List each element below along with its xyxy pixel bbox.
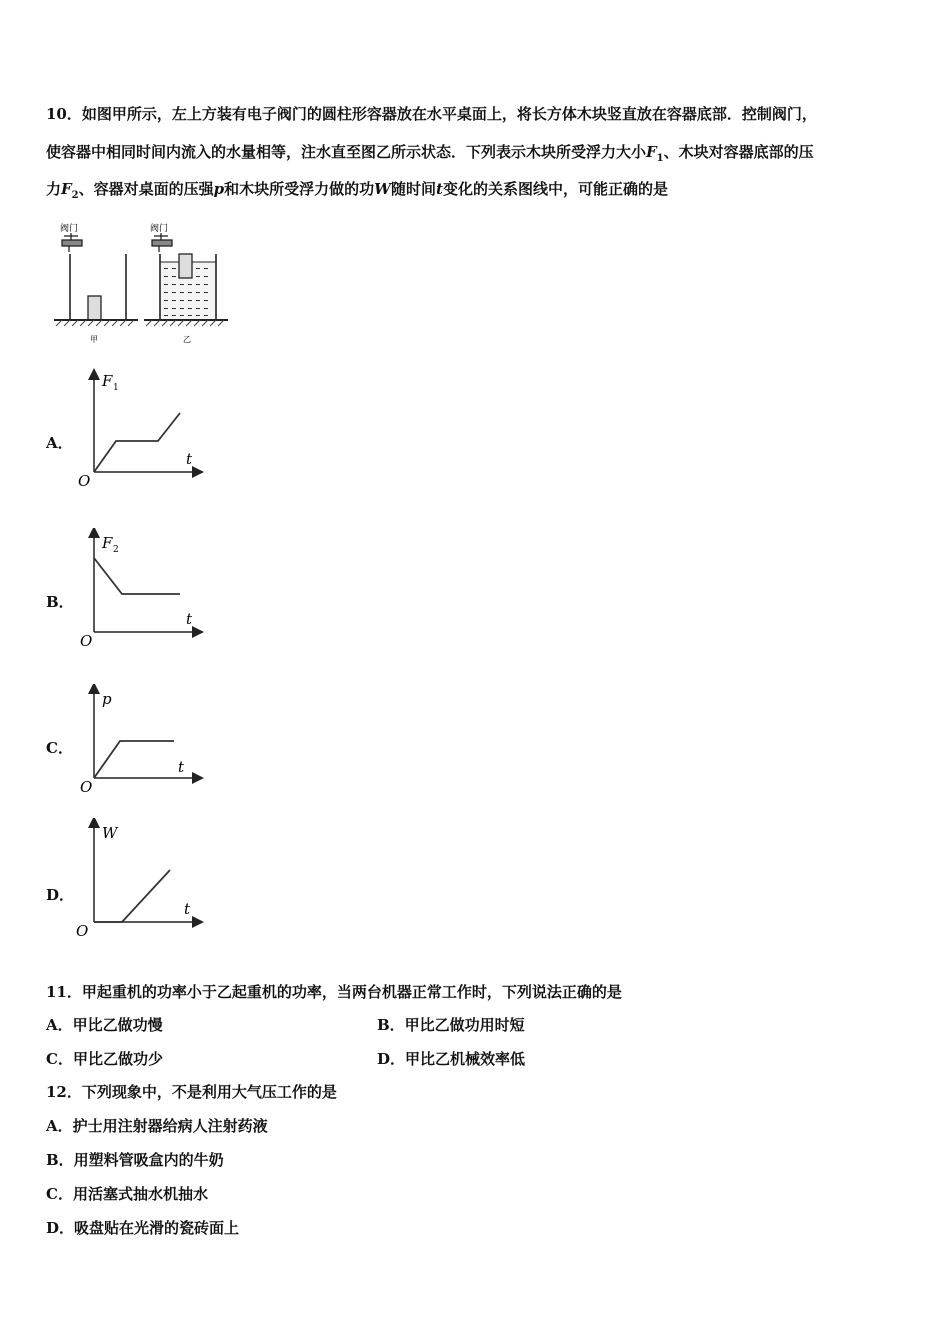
y-axis-label: W	[102, 824, 118, 842]
valve-label-1: 阀门	[60, 224, 79, 234]
option-a-graph[interactable]	[74, 366, 204, 490]
q12-option-b[interactable]: B．用塑料管吸盒内的牛奶	[46, 1151, 224, 1169]
y-axis-sub: 2	[113, 545, 119, 555]
var-F2: F	[61, 180, 72, 198]
q12-option-c[interactable]: C．用活塞式抽水机抽水	[46, 1185, 208, 1203]
valve-label-2: 阀门	[150, 224, 169, 234]
q12-option-d[interactable]: D．吸盘贴在光滑的瓷砖面上	[46, 1219, 240, 1237]
q10-text: 变化的关系图线中，可能正确的是	[442, 180, 668, 198]
q10-text: 力	[46, 180, 62, 198]
option-c-graph[interactable]	[74, 684, 204, 798]
curve-p	[94, 741, 174, 778]
q10-text: 随时间	[391, 180, 437, 198]
x-axis-label: t	[178, 758, 185, 776]
option-d-label[interactable]: D．	[46, 886, 75, 904]
q10-stem-line3	[46, 178, 668, 201]
wood-block-floating	[179, 254, 192, 278]
option-c-label[interactable]: C．	[46, 739, 73, 757]
wood-block	[88, 296, 101, 320]
q10-text: 、木块对容器底部的压	[663, 143, 814, 161]
y-axis-label: p	[102, 690, 112, 708]
x-axis-label: t	[184, 900, 191, 918]
var-W: W	[374, 180, 392, 198]
container-diagram	[50, 218, 240, 346]
valve-icon	[62, 233, 82, 252]
q10-figure	[50, 218, 240, 350]
q12-stem: 12．下列现象中，不是利用大气压工作的是	[46, 1083, 337, 1101]
q10-text: 、容器对桌面的压强	[78, 180, 214, 198]
figure-jia	[54, 222, 138, 344]
caption-yi: 乙	[183, 335, 191, 344]
q10-text: 使容器中相同时间内流入的水量相等，注水直至图乙所示状态．下列表示木块所受浮力大小	[46, 143, 647, 161]
q10-stem-line2	[46, 141, 814, 164]
option-b-graph[interactable]	[74, 528, 204, 652]
q10-text: 和木块所受浮力做的功	[224, 180, 375, 198]
q12-option-a[interactable]: A．护士用注射器给病人注射药液	[46, 1117, 268, 1135]
var-F2-sub: 2	[71, 190, 79, 201]
var-F1: F	[646, 143, 657, 161]
y-axis-sub: 1	[113, 383, 119, 393]
origin-label: O	[80, 632, 93, 650]
option-b-label[interactable]: B．	[46, 593, 74, 611]
x-axis-label: t	[186, 450, 193, 468]
origin-label: O	[78, 472, 91, 490]
var-p: p	[213, 180, 225, 198]
figure-yi	[144, 222, 228, 344]
origin-label: O	[76, 922, 89, 940]
curve-f1	[94, 413, 180, 472]
option-a-label[interactable]: A．	[46, 434, 73, 452]
var-F1-sub: 1	[656, 153, 664, 164]
q11-option-d[interactable]: D．甲比乙机械效率低	[377, 1050, 526, 1068]
x-axis-label: t	[186, 610, 193, 628]
q11-option-a[interactable]: A．甲比乙做功慢	[46, 1016, 163, 1034]
var-t: t	[436, 180, 443, 198]
option-d-graph[interactable]	[74, 818, 204, 942]
q11-option-c[interactable]: C．甲比乙做功少	[46, 1050, 163, 1068]
curve-f2	[94, 558, 180, 594]
q11-option-b[interactable]: B．甲比乙做功用时短	[377, 1016, 525, 1034]
y-axis-label: F	[102, 534, 113, 552]
curve-w	[94, 870, 170, 922]
q11-stem: 11．甲起重机的功率小于乙起重机的功率，当两台机器正常工作时，下列说法正确的是	[46, 983, 622, 1001]
valve-icon	[152, 233, 172, 252]
y-axis-label: F	[102, 372, 113, 390]
origin-label: O	[80, 778, 93, 796]
caption-jia: 甲	[90, 335, 98, 344]
q10-stem-line1: 10．如图甲所示，左上方装有电子阀门的圆柱形容器放在水平桌面上，将长方体木块竖直放在容器底部．控制阀门，	[46, 105, 817, 123]
